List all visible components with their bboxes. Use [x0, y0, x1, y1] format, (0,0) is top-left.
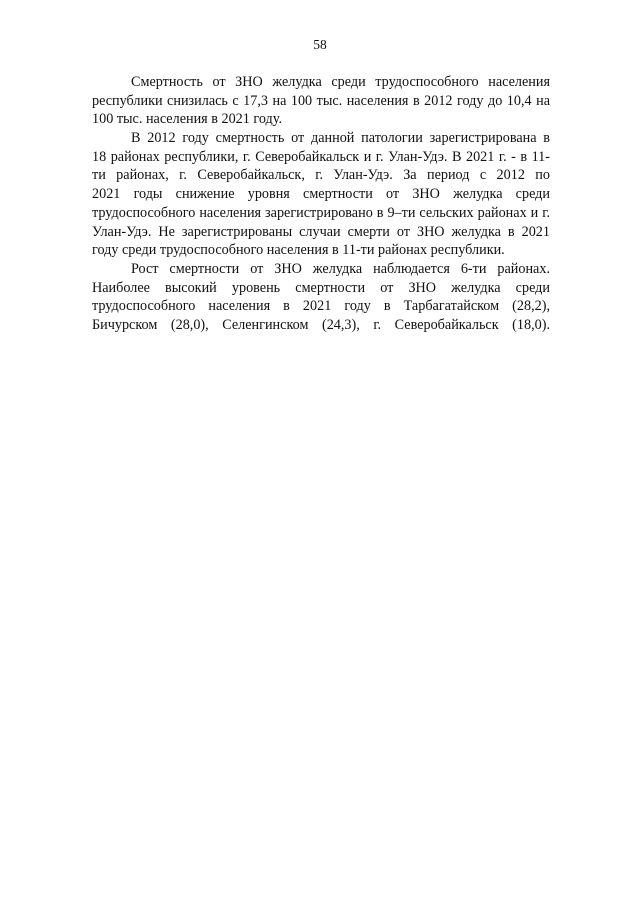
text-line: Смертность от ЗНО желудка среди трудоспособного населения: [131, 74, 550, 90]
text-line: В 2012 году смертность от данной патологии зарегистрирована в: [131, 130, 550, 147]
paragraph-2: [92, 129, 550, 260]
text-line: трудоспособного населения в 2021 году в Тарбагатайском (28,2),: [92, 298, 550, 315]
text-line: 2021 годы снижение уровня смертности от ЗНО желудка среди: [92, 186, 550, 203]
text-line: году среди трудоспособного населения в 11-ти районах республики.: [92, 242, 505, 259]
paragraph-1: [92, 73, 550, 129]
paragraph-3: [92, 260, 550, 335]
text-line: 18 районах республики, г. Северобайкальск и г. Улан-Удэ. В 2021 г. - в 11-: [92, 148, 550, 165]
text-line: Бичурском (28,0), Селенгинском (24,3), г. Северобайкальск (18,0).: [92, 316, 550, 333]
text-line: ти районах, г. Северобайкальск, г. Улан-Удэ. За период с 2012 по: [92, 167, 550, 184]
page-number: 58: [313, 37, 327, 52]
body-text: [92, 73, 550, 335]
text-line: 100 тыс. населения в 2021 году.: [92, 111, 282, 128]
text-line: трудоспособного населения зарегистрировано в 9–ти сельских районах и г.: [92, 204, 550, 221]
text-line: Улан-Удэ. Не зарегистрированы случаи смерти от ЗНО желудка в 2021: [92, 223, 550, 240]
text-line: республики снизилась с 17,3 на 100 тыс. населения в 2012 году до 10,4 на: [92, 92, 550, 109]
text-line: Рост смертности от ЗНО желудка наблюдается 6-ти районах.: [131, 260, 550, 277]
text-line: Наиболее высокий уровень смертности от ЗНО желудка среди: [92, 279, 550, 296]
